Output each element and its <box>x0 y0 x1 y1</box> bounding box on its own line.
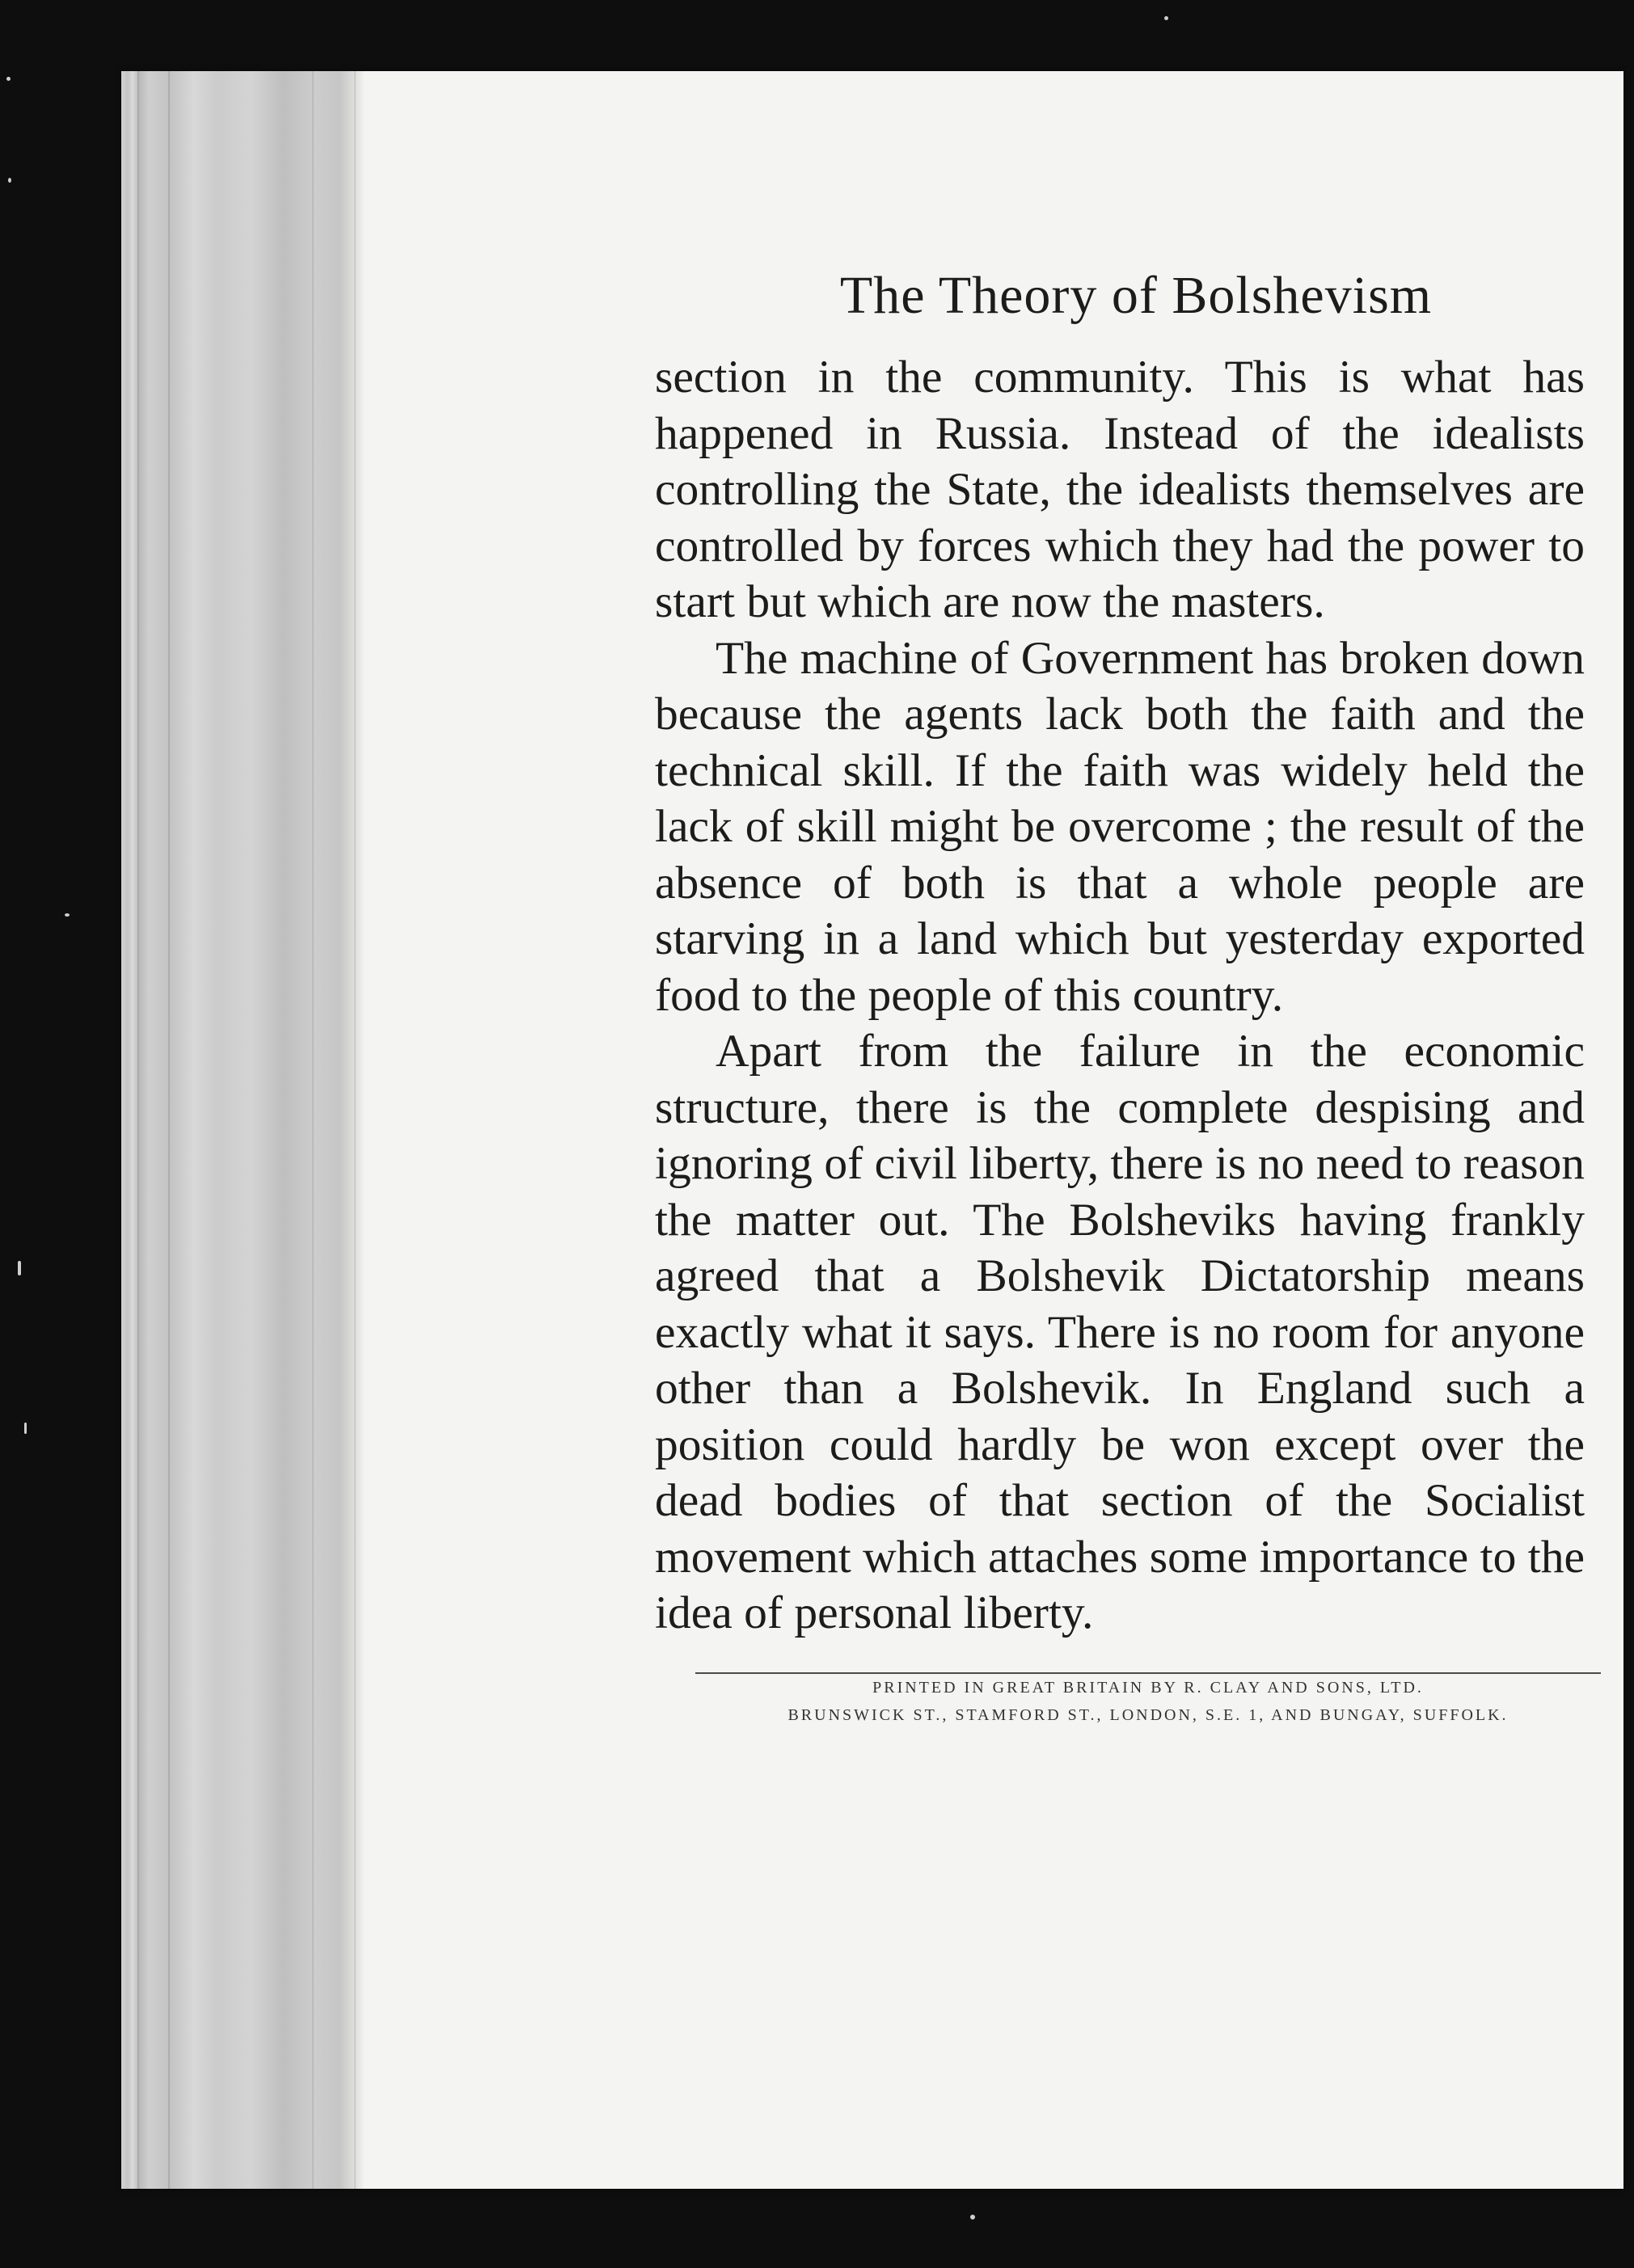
dust-speck <box>18 1261 21 1275</box>
dust-speck <box>1164 16 1168 20</box>
gutter-crease <box>168 71 170 2189</box>
imprint-line: PRINTED IN GREAT BRITAIN BY R. CLAY AND SONS, LTD. <box>872 1678 1424 1697</box>
page-gutter <box>121 71 364 2189</box>
book-page <box>121 71 1623 2189</box>
body-text <box>655 349 1585 1642</box>
gutter-crease <box>312 71 314 2189</box>
page-content <box>655 265 1585 1729</box>
paragraph: The machine of Government has broken down because the agents lack both the faith and the technical skill. If the faith was widely held the lack of skill might be overcome ; the result of the absence of both is that a whole people are starving in a land which but yesterday exported food to the people of this country. <box>655 632 1585 1021</box>
dust-speck <box>24 1423 27 1434</box>
paragraph: section in the community. This is what has happened in Russia. Instead of the idealists controlling the State, the idealists themselves are controlled by forces which they had the power to start but which are now the masters. <box>655 352 1585 627</box>
gutter-crease <box>354 71 356 2189</box>
gutter-crease <box>137 71 139 2189</box>
paragraph: Apart from the failure in the economic structure, there is the complete despising and ignoring of civil liberty, there is no need to reason the matter out. The Bolsheviks having frankly agreed that a Bolshevik Dictatorship means exactly what it says. There is no room for anyone other than a Bolshevik. In England such a position could hardly be won except over the dead bodies of that section of the Socialist movement which attaches some importance to the idea of personal liberty. <box>655 1026 1585 1638</box>
running-head: The Theory of Bolshevism <box>839 266 1433 325</box>
imprint-line: BRUNSWICK ST., STAMFORD ST., LONDON, S.E. 1, AND BUNGAY, SUFFOLK. <box>787 1705 1509 1724</box>
dust-speck <box>65 913 70 917</box>
dust-speck <box>6 77 11 81</box>
printer-imprint <box>695 1674 1601 1729</box>
dust-speck <box>970 2215 975 2220</box>
dust-speck <box>8 178 11 183</box>
